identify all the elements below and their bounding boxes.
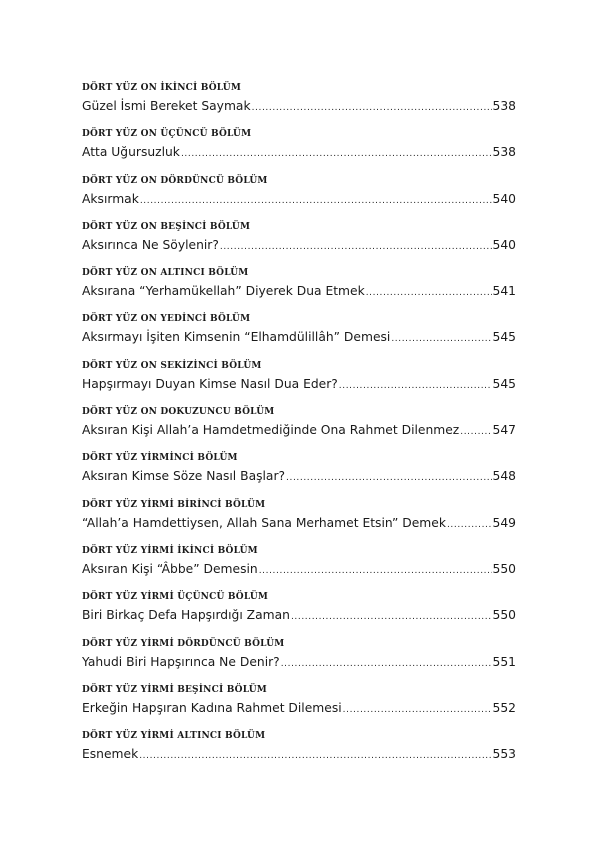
- toc-line[interactable]: [82, 514, 516, 534]
- table-of-contents: [82, 76, 516, 770]
- toc-entry: [82, 632, 516, 678]
- entry-title: Esnemek: [82, 747, 139, 762]
- section-heading: DÖRT YÜZ ON DOKUZUNCU BÖLÜM: [82, 407, 275, 418]
- toc-line[interactable]: [82, 421, 516, 441]
- entry-title: Aksıran Kimse Söze Nasıl Başlar?: [82, 469, 286, 484]
- section-heading: DÖRT YÜZ ON İKİNCİ BÖLÜM: [82, 83, 242, 93]
- page-number: 547: [492, 423, 516, 438]
- entry-title: Atta Uğursuzluk: [82, 145, 180, 160]
- dot-leader: [259, 562, 492, 580]
- section-heading: DÖRT YÜZ YİRMİ ÜÇÜNCÜ BÖLÜM: [82, 592, 269, 603]
- section-heading: DÖRT YÜZ ON ÜÇÜNCÜ BÖLÜM: [82, 129, 252, 140]
- toc-entry: [82, 539, 516, 585]
- entry-title: Hapşırmayı Duyan Kimse Nasıl Dua Eder?: [82, 376, 338, 391]
- page-number: 540: [492, 237, 516, 252]
- section-heading: DÖRT YÜZ YİRMİNCİ BÖLÜM: [82, 453, 238, 464]
- section-heading: DÖRT YÜZ YİRMİ BİRİNCİ BÖLÜM: [82, 499, 266, 510]
- page-number: 550: [492, 608, 516, 623]
- toc-entry: [82, 261, 516, 307]
- page-number: 545: [492, 376, 516, 391]
- entry-title: Güzel İsmi Bereket Saymak: [82, 99, 251, 113]
- toc-line[interactable]: [82, 143, 516, 163]
- toc-entry: [82, 585, 516, 631]
- page-number: 541: [492, 284, 516, 299]
- entry-title: Aksıran Kişi “Âbbe” Demesin: [82, 561, 258, 576]
- toc-entry: [82, 724, 516, 770]
- toc-line[interactable]: [82, 236, 516, 256]
- toc-line[interactable]: [82, 606, 516, 626]
- section-heading: DÖRT YÜZ YİRMİ BEŞİNCİ BÖLÜM: [82, 684, 267, 695]
- dot-leader: [140, 192, 492, 210]
- toc-line[interactable]: [82, 467, 516, 487]
- toc-entry: [82, 493, 516, 539]
- toc-line[interactable]: [82, 745, 516, 765]
- toc-line[interactable]: [82, 560, 516, 580]
- entry-title: Aksırana “Yerhamükellah” Diyerek Dua Etmek: [82, 284, 365, 299]
- section-heading: DÖRT YÜZ YİRMİ İKİNCİ BÖLÜM: [82, 545, 258, 556]
- page-number: 538: [492, 99, 516, 113]
- toc-line[interactable]: [82, 97, 516, 117]
- page-number: 552: [492, 700, 516, 715]
- section-heading: DÖRT YÜZ ON YEDİNCİ BÖLÜM: [82, 314, 251, 325]
- toc-line[interactable]: [82, 328, 516, 348]
- dot-leader: [281, 655, 492, 673]
- section-heading: DÖRT YÜZ ON BEŞİNCİ BÖLÜM: [82, 221, 251, 232]
- toc-entry: [82, 76, 516, 122]
- entry-title: Aksırmak: [82, 191, 139, 206]
- toc-entry: [82, 678, 516, 724]
- entry-title: “Allah’a Hamdettiysen, Allah Sana Merhamet Etsin” Demek: [82, 515, 446, 530]
- entry-title: Aksırınca Ne Söylenir?: [82, 237, 219, 252]
- dot-leader: [391, 330, 491, 348]
- section-heading: DÖRT YÜZ ON SEKİZİNCİ BÖLÜM: [82, 360, 262, 371]
- toc-line[interactable]: [82, 653, 516, 673]
- page-number: 551: [492, 654, 516, 669]
- entry-title: Yahudi Biri Hapşırınca Ne Denir?: [82, 654, 280, 669]
- entry-title: Aksırmayı İşiten Kimsenin “Elhamdülillâh” Demesi: [82, 330, 391, 345]
- section-heading: DÖRT YÜZ YİRMİ DÖRDÜNCÜ BÖLÜM: [82, 638, 285, 649]
- dot-leader: [460, 423, 491, 441]
- page-number: 553: [492, 747, 516, 762]
- entry-title: Aksıran Kişi Allah’a Hamdetmediğinde Ona Rahmet Dilenmez: [82, 423, 460, 438]
- dot-leader: [181, 145, 492, 163]
- toc-entry: [82, 446, 516, 492]
- toc-entry: [82, 122, 516, 168]
- dot-leader: [339, 377, 492, 395]
- section-heading: DÖRT YÜZ YİRMİ ALTINCI BÖLÜM: [82, 731, 266, 742]
- dot-leader: [252, 99, 492, 117]
- page-number: 550: [492, 561, 516, 576]
- dot-leader: [366, 284, 492, 302]
- toc-line[interactable]: [82, 282, 516, 302]
- page-number: 548: [492, 469, 516, 484]
- toc-line[interactable]: [82, 375, 516, 395]
- toc-entry: [82, 307, 516, 353]
- entry-title: Biri Birkaç Defa Hapşırdığı Zaman: [82, 608, 290, 623]
- dot-leader: [291, 608, 492, 626]
- page-number: 545: [492, 330, 516, 345]
- toc-entry: [82, 169, 516, 215]
- toc-line[interactable]: [82, 190, 516, 210]
- dot-leader: [286, 469, 491, 487]
- page-number: 549: [492, 515, 516, 530]
- page-number: 540: [492, 191, 516, 206]
- page-number: 538: [492, 145, 516, 160]
- dot-leader: [343, 701, 492, 719]
- dot-leader: [139, 747, 491, 765]
- section-heading: DÖRT YÜZ ON DÖRDÜNCÜ BÖLÜM: [82, 175, 268, 186]
- toc-line[interactable]: [82, 699, 516, 719]
- dot-leader: [220, 238, 492, 256]
- toc-entry: [82, 215, 516, 261]
- dot-leader: [447, 516, 492, 534]
- section-heading: DÖRT YÜZ ON ALTINCI BÖLÜM: [82, 268, 249, 279]
- toc-entry: [82, 354, 516, 400]
- entry-title: Erkeğin Hapşıran Kadına Rahmet Dilemesi: [82, 700, 342, 715]
- toc-entry: [82, 400, 516, 446]
